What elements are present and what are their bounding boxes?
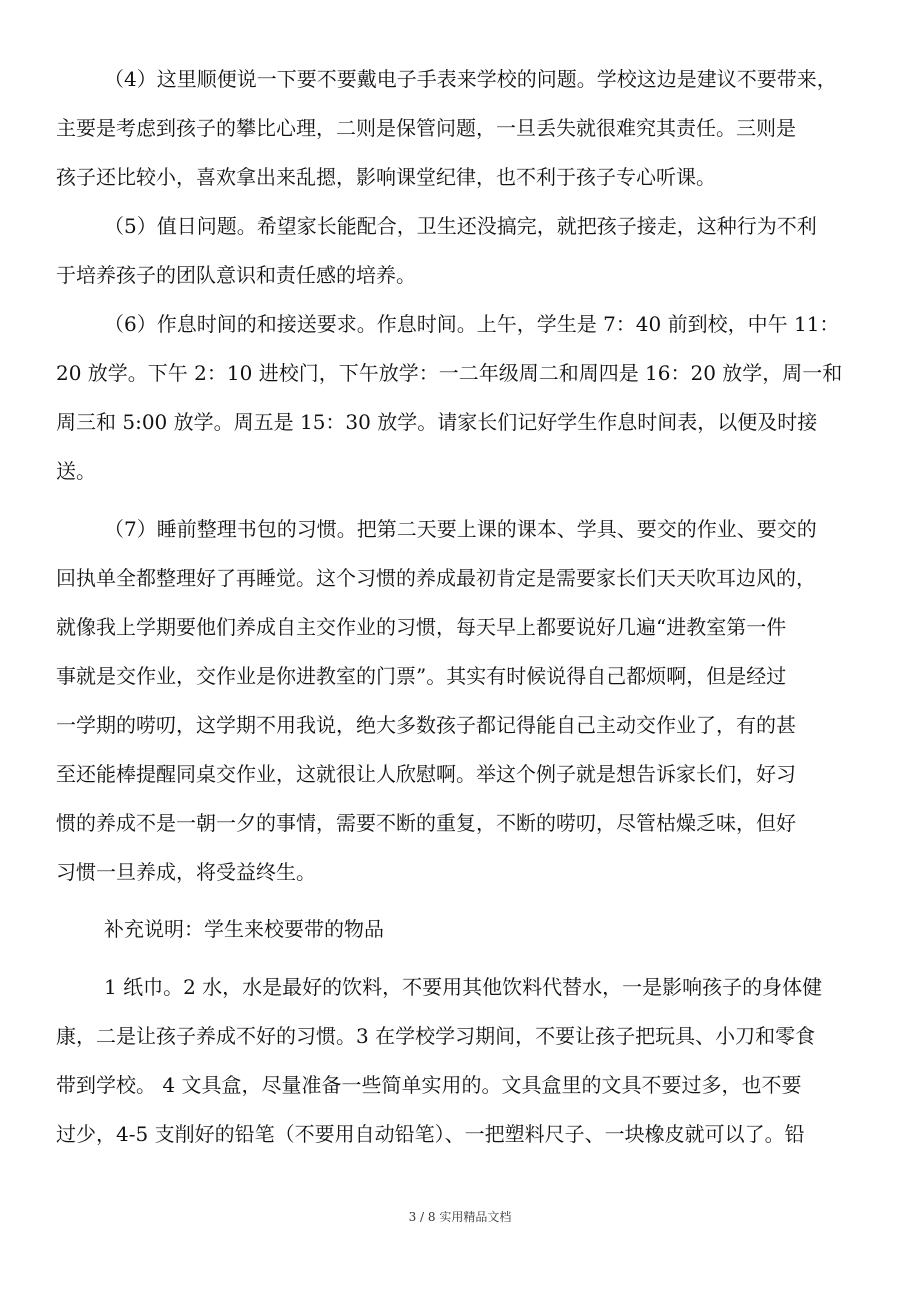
paragraph-7-line-1: （7）睡前整理书包的习惯。把第二天要上课的课本、学具、要交的作业、要交的 — [104, 517, 817, 541]
paragraph-7-line-7: 惯的养成不是一朝一夕的事情，需要不断的重复，不断的唠叨，尽管枯燥乏味，但好 — [56, 811, 796, 835]
paragraph-7-line-8: 习惯一旦养成，将受益终生。 — [56, 860, 316, 884]
page-footer: 3 / 8 实用精品文档 — [408, 1210, 512, 1224]
paragraph-6-line-3: 周三和 5:00 放学。周五是 15：30 放学。请家长们记好学生作息时间表，以便及时接 — [56, 410, 818, 434]
paragraph-5-line-2: 于培养孩子的团队意识和责任感的培养。 — [56, 263, 416, 287]
paragraph-4-line-3: 孩子还比较小，喜欢拿出来乱摁，影响课堂纪律，也不利于孩子专心听课。 — [56, 165, 716, 189]
paragraph-7-line-2: 回执单全都整理好了再睡觉。这个习惯的养成最初肯定是需要家长们天天吹耳边风的， — [56, 566, 816, 590]
paragraph-4-line-2: 主要是考虑到孩子的攀比心理，二则是保管问题，一旦丢失就很难究其责任。三则是 — [56, 116, 796, 140]
paragraph-7-line-5: 一学期的唠叨，这学期不用我说，绝大多数孩子都记得能自己主动交作业了，有的甚 — [56, 713, 796, 737]
supplement-line-1: 1 纸巾。2 水，水是最好的饮料，不要用其他饮料代替水，一是影响孩子的身体健 — [104, 975, 823, 999]
paragraph-4-line-1: （4）这里顺便说一下要不要戴电子手表来学校的问题。学校这边是建议不要带来， — [104, 67, 837, 91]
paragraph-6-line-2: 20 放学。下午 2：10 进校门，下午放学：一二年级周二和周四是 16：20 放学，周一和 — [56, 361, 843, 385]
supplement-line-2: 康，二是让孩子养成不好的习惯。3 在学校学习期间，不要让孩子把玩具、小刀和零食 — [56, 1024, 816, 1048]
paragraph-5-line-1: （5）值日问题。希望家长能配合，卫生还没搞完，就把孩子接走，这种行为不利 — [104, 214, 817, 238]
supplement-heading: 补充说明：学生来校要带的物品 — [104, 917, 384, 941]
paragraph-7-line-3: 就像我上学期要他们养成自主交作业的习惯，每天早上都要说好几遍“进教室第一件 — [56, 615, 787, 639]
supplement-line-3: 带到学校。 4 文具盒，尽量准备一些简单实用的。文具盒里的文具不要过多，也不要 — [56, 1073, 802, 1097]
paragraph-7-line-6: 至还能棒提醒同桌交作业，这就很让人欣慰啊。举这个例子就是想告诉家长们，好习 — [56, 762, 796, 786]
paragraph-6-line-4: 送。 — [56, 459, 96, 483]
paragraph-7-line-4: 事就是交作业，交作业是你进教室的门票”。其实有时候说得自己都烦啊，但是经过 — [56, 664, 787, 688]
supplement-line-4: 过少，4-5 支削好的铅笔（不要用自动铅笔）、一把塑料尺子、一块橡皮就可以了。铅 — [56, 1122, 805, 1146]
paragraph-6-line-1: （6）作息时间的和接送要求。作息时间。上午，学生是 7：40 前到校，中午 11： — [104, 312, 840, 336]
